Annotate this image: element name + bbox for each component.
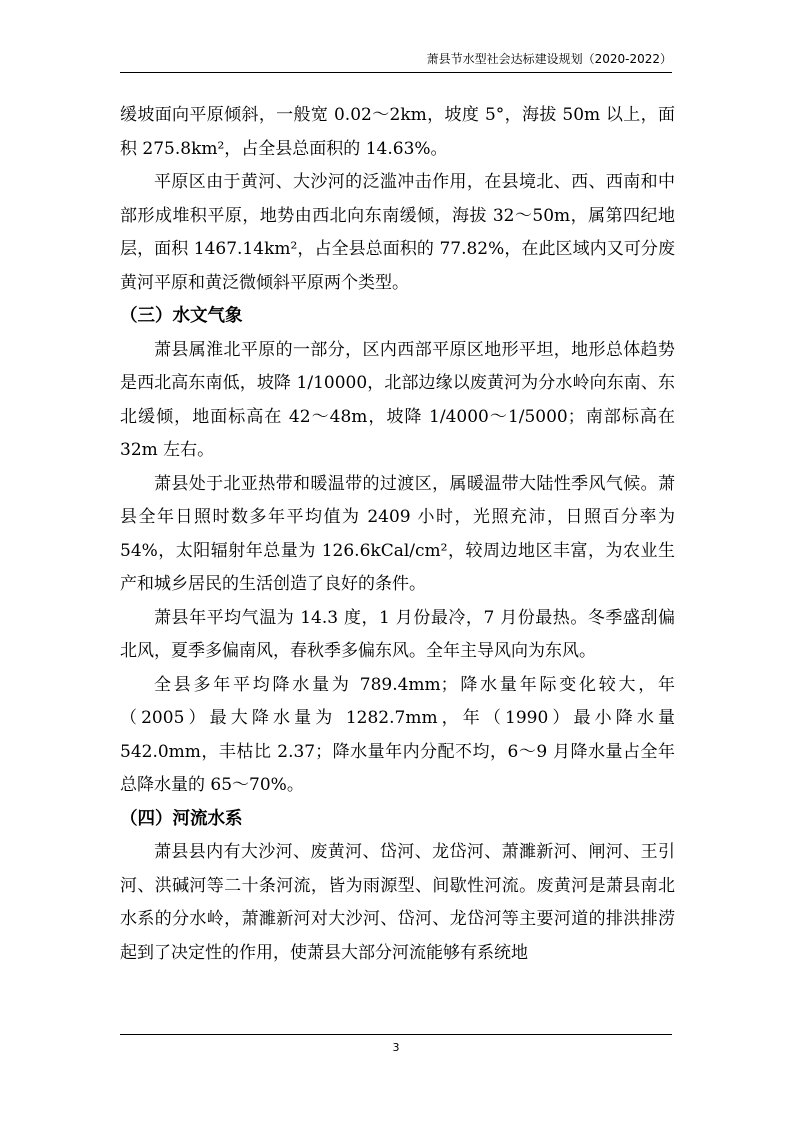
paragraph-continued: 缓坡面向平原倾斜，一般宽 0.02～2km，坡度 5°，海拔 50m 以上，面积 275.8km²，占全县总面积的 14.63%。 xyxy=(120,105,675,159)
page-number: 3 xyxy=(392,1041,400,1054)
running-header: 萧县节水型社会达标建设规划（2020-2022） xyxy=(426,52,672,66)
document-body xyxy=(120,99,675,970)
paragraph-climate: 萧县处于北亚热带和暖温带的过渡区，属暖温带大陆性季风气候。萧县全年日照时数多年平均值为 2409 小时，光照充沛，日照百分率为 54%，太阳辐射年总量为 126.6kCal/cm²，较周边地区丰富，为农业生产和城乡居民的生活创造了良好的条件。 xyxy=(120,473,675,594)
footer-divider xyxy=(120,1034,672,1035)
paragraph-rivers: 萧县县内有大沙河、废黄河、岱河、龙岱河、萧濉新河、闸河、王引河、洪碱河等二十条河流，皆为雨源型、间歇性河流。废黄河是萧县南北水系的分水岭，萧濉新河对大沙河、岱河、龙岱河等主要河道的排洪排涝起到了决定性的作用，使萧县大部分河流能够有系统地 xyxy=(120,842,675,963)
section-heading-hydrology-climate: （三）水文气象 xyxy=(120,306,243,326)
paragraph-terrain: 萧县属淮北平原的一部分，区内西部平原区地形平坦，地形总体趋势是西北高东南低，坡降 1/10000，北部边缘以废黄河为分水岭向东南、东北缓倾，地面标高在 42～48m，坡降 1/4000～1/5000；南部标高在 32m 左右。 xyxy=(120,339,675,460)
paragraph-temperature: 萧县年平均气温为 14.3 度，1 月份最冷，7 月份最热。冬季盛刮偏北风，夏季多偏南风，春秋季多偏东风。全年主导风向为东风。 xyxy=(120,607,675,661)
paragraph-plain-area: 平原区由于黄河、大沙河的泛滥冲击作用，在县境北、西、西南和中部形成堆积平原，地势由西北向东南缓倾，海拔 32～50m，属第四纪地层，面积 1467.14km²，占全县总面积的 77.82%，在此区域内又可分废黄河平原和黄泛微倾斜平原两个类型。 xyxy=(120,172,675,293)
paragraph-precipitation: 全县多年平均降水量为 789.4mm；降水量年际变化较大，年（2005）最大降水量为 1282.7mm，年（1990）最小降水量 542.0mm，丰枯比 2.37；降水量年内分配不均，6～9 月降水量占全年总降水量的 65～70%。 xyxy=(120,674,675,795)
section-heading-river-system: （四）河流水系 xyxy=(120,808,243,829)
header-divider xyxy=(120,72,672,73)
